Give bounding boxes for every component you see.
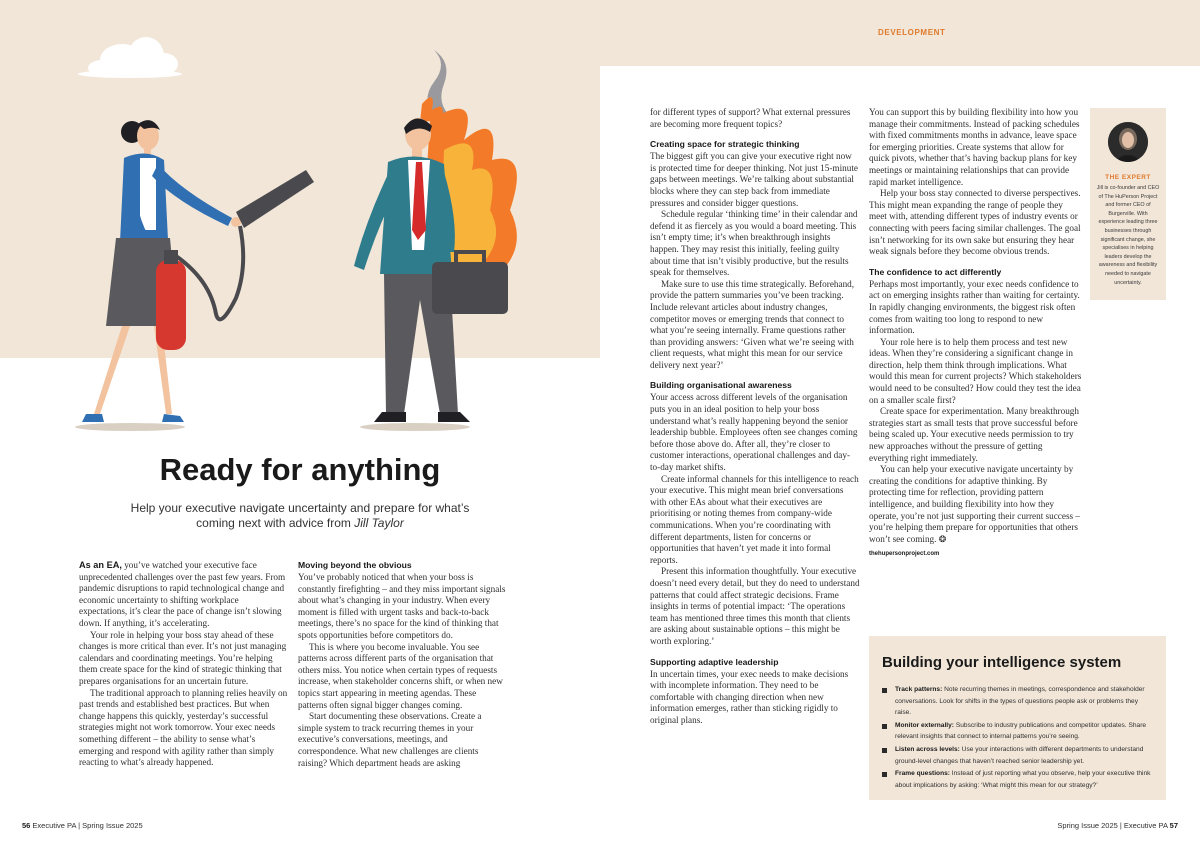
website-url[interactable]: thehupersonproject.com [869, 551, 940, 558]
bullet-square-icon [882, 772, 887, 777]
paragraph: This is where you become invaluable. You see patterns across different parts of the organisation that others miss. You notice when certain types of requests increase, when stakeholder concerns shift, or when new topics start appearing in meeting agendas. These patterns often signal bigger changes coming. [298, 641, 503, 710]
paragraph [79, 560, 289, 630]
expert-heading: THE EXPERT [1105, 174, 1151, 181]
paragraph: Your role here is to help them process and test new ideas. When they’re considering a significant change in direction, help them think through implications. What would this mean for current projects? Which stakeholders would need to be consulted? How could they test the idea on a smaller scale first? [869, 336, 1082, 405]
expert-photo-avatar [1108, 122, 1148, 162]
paragraph: The traditional approach to planning relies heavily on past trends and established best practices. But when change happens this quickly, yesterday’s successful strategies might not work tomorrow. Your exec needs something different – the ability to sense what’s emerging and respond with agility rather than simply reacting to what’s already happened. [79, 687, 288, 768]
body-column-3 [650, 107, 860, 727]
list-item-key: Track patterns: [895, 686, 943, 693]
list-item [882, 768, 1154, 791]
body-column-1 [79, 560, 289, 769]
paragraph-text: you’ve watched your executive face unprecedented challenges over the past few years. From pandemic disruptions to rapid technological change and economic uncertainty to shifting workplace expectations, it’s clear the pace of change isn’t slowing down. If anything, it’s accelerating. [79, 560, 286, 628]
expert-bio: Jill is co-founder and CEO of The HuPerson Project and former CEO of Burgerville. With experience leading three businesses through significant change, she specialises in helping leaders develop the awareness and flexibility needed to navigate uncertainty. [1096, 185, 1160, 286]
page-number-left: 56 [22, 821, 31, 830]
paragraph: Perhaps most importantly, your exec needs confidence to act on emerging insights rather than waiting for certainty. In rapidly changing environments, the biggest risk often comes from waiting too long to respond to new information. [869, 278, 1080, 336]
boxout-title: Building your intelligence system [882, 654, 1122, 671]
footer-right [1057, 821, 1178, 830]
paragraph: You can support this by building flexibility into how you manage their commitments. Instead of packing schedules with fixed commitments months in advance, leave space for emerging priorities. Create systems that allow for quick pivots, whether that’s having backup plans for key meetings or maintaining relationships that can provide rapid market intelligence. [869, 107, 1080, 187]
woman-with-extinguisher-icon [82, 120, 314, 422]
subheading: Building organisational awareness [650, 380, 792, 391]
paragraph [869, 464, 1083, 545]
paragraph: The biggest gift you can give your executive right now is protected time for deeper thinking. Not just 15-minute gaps between meetings. We’re talking about substantial blocks where they can step back from immediate pressures and consider bigger questions. [650, 151, 858, 208]
body-column-4 [869, 107, 1083, 561]
subheading: Creating space for strategic thinking [650, 139, 800, 150]
bullet-square-icon [882, 688, 887, 693]
list-item-text: Note recurring themes in meetings, correspondence and stakeholder conversations. Look for shifts in the types of questions people ask or problems they raise. [895, 686, 1145, 717]
paragraph: for different types of support? What external pressures are becoming more frequent topics? [650, 107, 851, 129]
standfirst-author: Jill Taylor [354, 516, 404, 530]
subheading: Supporting adaptive leadership [650, 656, 779, 667]
lead-in: As an EA, [79, 560, 122, 570]
subheading: Moving beyond the obvious [298, 560, 412, 570]
list-item-key: Listen across levels: [895, 745, 960, 753]
standfirst-text: Help your executive navigate uncertainty and prepare for what’s coming next with advice from [130, 501, 470, 530]
list-item [882, 720, 1154, 743]
footer-left-text: Executive PA | Spring Issue 2025 [30, 821, 143, 830]
list-item [882, 744, 1154, 767]
article-standfirst [110, 501, 490, 531]
paragraph: Present this information thoughtfully. Your executive doesn’t need every detail, but they do need to understand patterns that could affect strategic decisions. Frame insights in terms of potential impact: ‘The operations team has mentioned three times this month that clients are asking about sustainable options – this might be worth exploring.’ [650, 566, 860, 646]
list-item-text: Use your interactions with different departments to understand ground-level changes that haven’t reached senior leadership yet. [895, 745, 1144, 765]
footer-right-text: Spring Issue 2025 | Executive PA [1057, 821, 1170, 830]
section-label: DEVELOPMENT [878, 28, 946, 37]
paragraph: Schedule regular ‘thinking time’ in their calendar and defend it as fiercely as you would a board meeting. This isn’t empty time; it’s when breakthrough insights happen. They may resist this initially, feeling guilty about time that isn’t visibly productive, but the results speak for themselves. [650, 209, 858, 278]
list-item-key: Monitor externally: [895, 721, 954, 729]
list-item-text: Instead of just reporting what you observe, help your executive think about implications by asking: ‘What might this mean for our strategy?’ [895, 770, 1151, 789]
bullet-square-icon [882, 724, 887, 729]
paragraph: Help your boss stay connected to diverse perspectives. This might mean expanding the range of people they meet with, attending different types of industry events or connecting with peers facing similar challenges. The goal isn’t networking for its own sake but ensuring they hear weak signals before they become obvious trends. [869, 188, 1081, 257]
page-number-right: 57 [1169, 821, 1178, 830]
portrait-icon [1108, 122, 1148, 162]
paragraph: Make sure to use this time strategically. Beforehand, provide the pattern summaries you’ve been tracking. Include relevant articles about industry changes, competitor moves or emerging trends that connect to what you’re seeing internally. Frame questions rather than providing answers: ‘Given what we’re seeing with client requests, what might this mean for our service delivery next year?’ [650, 278, 855, 370]
paragraph-text: You can help your executive navigate uncertainty by creating the conditions for adaptive thinking. By protecting time for reflection, providing pattern intelligence, and building flexibility into how they operate, you’re not just supporting their current success – you’re helping them prepare for opportunities that others won’t see coming. [869, 464, 1080, 544]
footer-left [22, 821, 143, 830]
list-item-key: Frame questions: [895, 770, 950, 778]
end-mark-icon: ❂ [938, 533, 947, 544]
paragraph: Create space for experimentation. Many breakthrough strategies start as small tests that prove successful before being scaled up. Your executive needs permission to try new approaches without the pressure of getting everything right immediately. [869, 406, 1079, 463]
subheading: The confidence to act differently [869, 266, 1002, 277]
article-headline: Ready for anything [159, 452, 441, 487]
paragraph: Your access across different levels of the organisation puts you in an ideal position to help your boss understand what’s really happening beyond the senior leadership bubble. Employees often see changes coming before those above do. After all, they’re closer to customer interactions, operational challenges and day-to-day market shifts. [650, 392, 858, 473]
list-item [882, 684, 1154, 719]
paragraph: You’ve probably noticed that when your boss is constantly firefighting – and they miss important signals about what’s changing in your industry. When every moment is filled with urgent tasks and back-to-back meetings, there’s no space for the kind of thinking that spots opportunities before competitors do. [298, 572, 506, 640]
bullet-square-icon [882, 748, 887, 753]
paragraph: Start documenting these observations. Create a simple system to track recurring themes in your executive’s conversations, meetings, and correspondence. What new challenges are clients raising? Which department heads are asking [298, 711, 482, 768]
intelligence-system-boxout [869, 636, 1166, 800]
paragraph: In uncertain times, your exec needs to make decisions with incomplete information. They need to be comfortable with changing direction when new information emerges, rather than sticking rigidly to original plans. [650, 668, 849, 725]
hero-illustration [60, 30, 580, 440]
boxout-list [882, 684, 1154, 791]
expert-sidebar [1090, 108, 1166, 300]
cloud-icon [78, 37, 182, 78]
list-item-text: Subscribe to industry publications and competitor updates. Share relevant insights that connect to internal patterns you’re seeing. [895, 721, 1147, 741]
paragraph: Your role in helping your boss stay ahead of these changes is more critical than ever. It’s not just managing calendars and coordinating meetings. You’re helping them create space for the kind of strategic thinking that prepares organisations for an uncertain future. [79, 629, 287, 686]
body-column-2 [298, 560, 507, 769]
paragraph: Create informal channels for this intelligence to reach your executive. This might mean brief conversations with other EAs about what their executives are prioritising or noting themes from company-wide communications. When you’re coordinating with different departments, listen for concerns or opportunities that haven’t yet made it into formal reports. [650, 473, 859, 565]
